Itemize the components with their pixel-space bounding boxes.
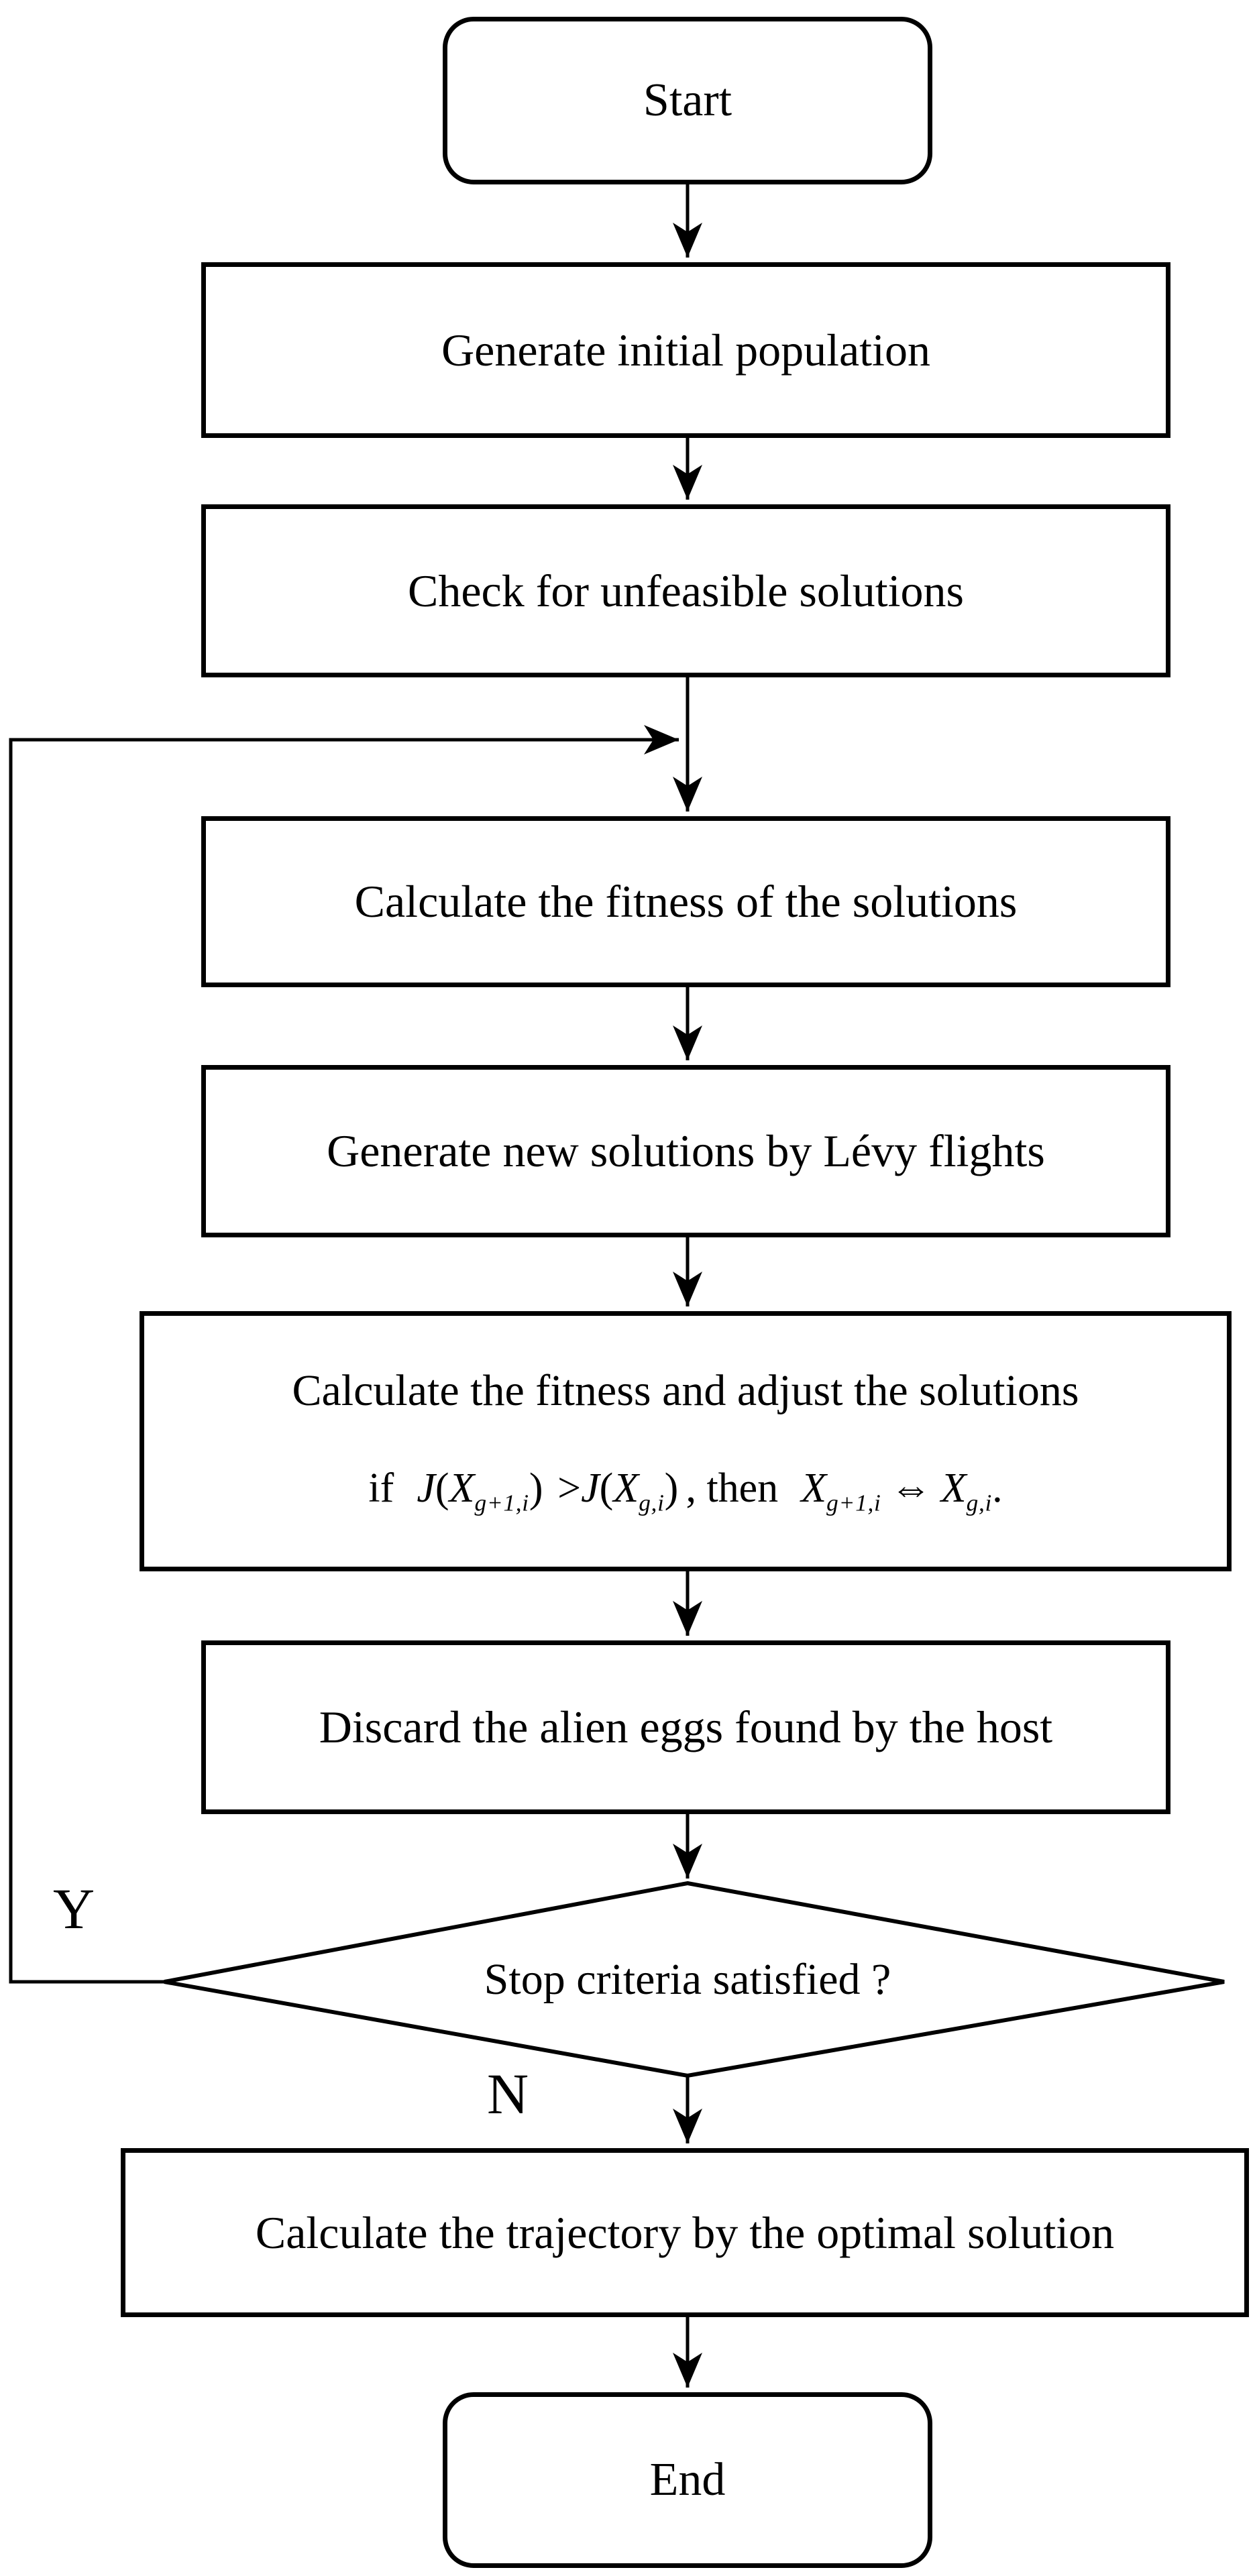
math-token-paren1-open: ( — [435, 1465, 449, 1511]
math-token-fn1: J — [417, 1465, 435, 1511]
math-token-var3: X — [801, 1465, 827, 1511]
math-token-sub3: g+1,i — [826, 1490, 881, 1516]
node-end: End — [443, 2392, 932, 2568]
math-token-sub1: g+1,i — [474, 1490, 529, 1516]
node-discard-alien-eggs: Discard the alien eggs found by the host — [201, 1640, 1170, 1814]
node-generate-new-solutions: Generate new solutions by Lévy flights — [201, 1065, 1170, 1237]
math-token-if: if — [368, 1465, 394, 1511]
calculate-adjust-condition — [368, 1465, 1002, 1517]
math-token-sub4: g,i — [966, 1490, 993, 1516]
node-start: Start — [443, 17, 932, 184]
math-token-fn2: J — [581, 1465, 600, 1511]
math-token-equiv: ⇔ — [890, 1465, 932, 1511]
math-token-var4: X — [940, 1465, 967, 1511]
calculate-adjust-line1: Calculate the fitness and adjust the solutions — [292, 1366, 1079, 1416]
node-generate-initial-population: Generate initial population — [201, 262, 1170, 438]
math-token-period: . — [992, 1465, 1003, 1511]
math-token-then: , then — [686, 1465, 779, 1511]
node-calculate-trajectory: Calculate the trajectory by the optimal solution — [121, 2148, 1249, 2317]
node-check-unfeasible-solutions: Check for unfeasible solutions — [201, 504, 1170, 677]
decision-label: Stop criteria satisfied ? — [484, 1955, 891, 2004]
node-calculate-and-adjust — [140, 1311, 1232, 1571]
math-token-paren2-open: ( — [599, 1465, 614, 1511]
math-token-var1: X — [449, 1465, 475, 1511]
yes-branch-label: Y — [52, 1877, 95, 1941]
no-branch-label: N — [486, 2062, 529, 2126]
math-token-var2: X — [613, 1465, 639, 1511]
node-calculate-fitness: Calculate the fitness of the solutions — [201, 816, 1170, 987]
math-token-paren1-close: ) — [529, 1465, 543, 1511]
math-token-paren2-close: ) — [664, 1465, 679, 1511]
math-token-sub2: g,i — [639, 1490, 665, 1516]
math-token-gt: > — [557, 1465, 582, 1511]
